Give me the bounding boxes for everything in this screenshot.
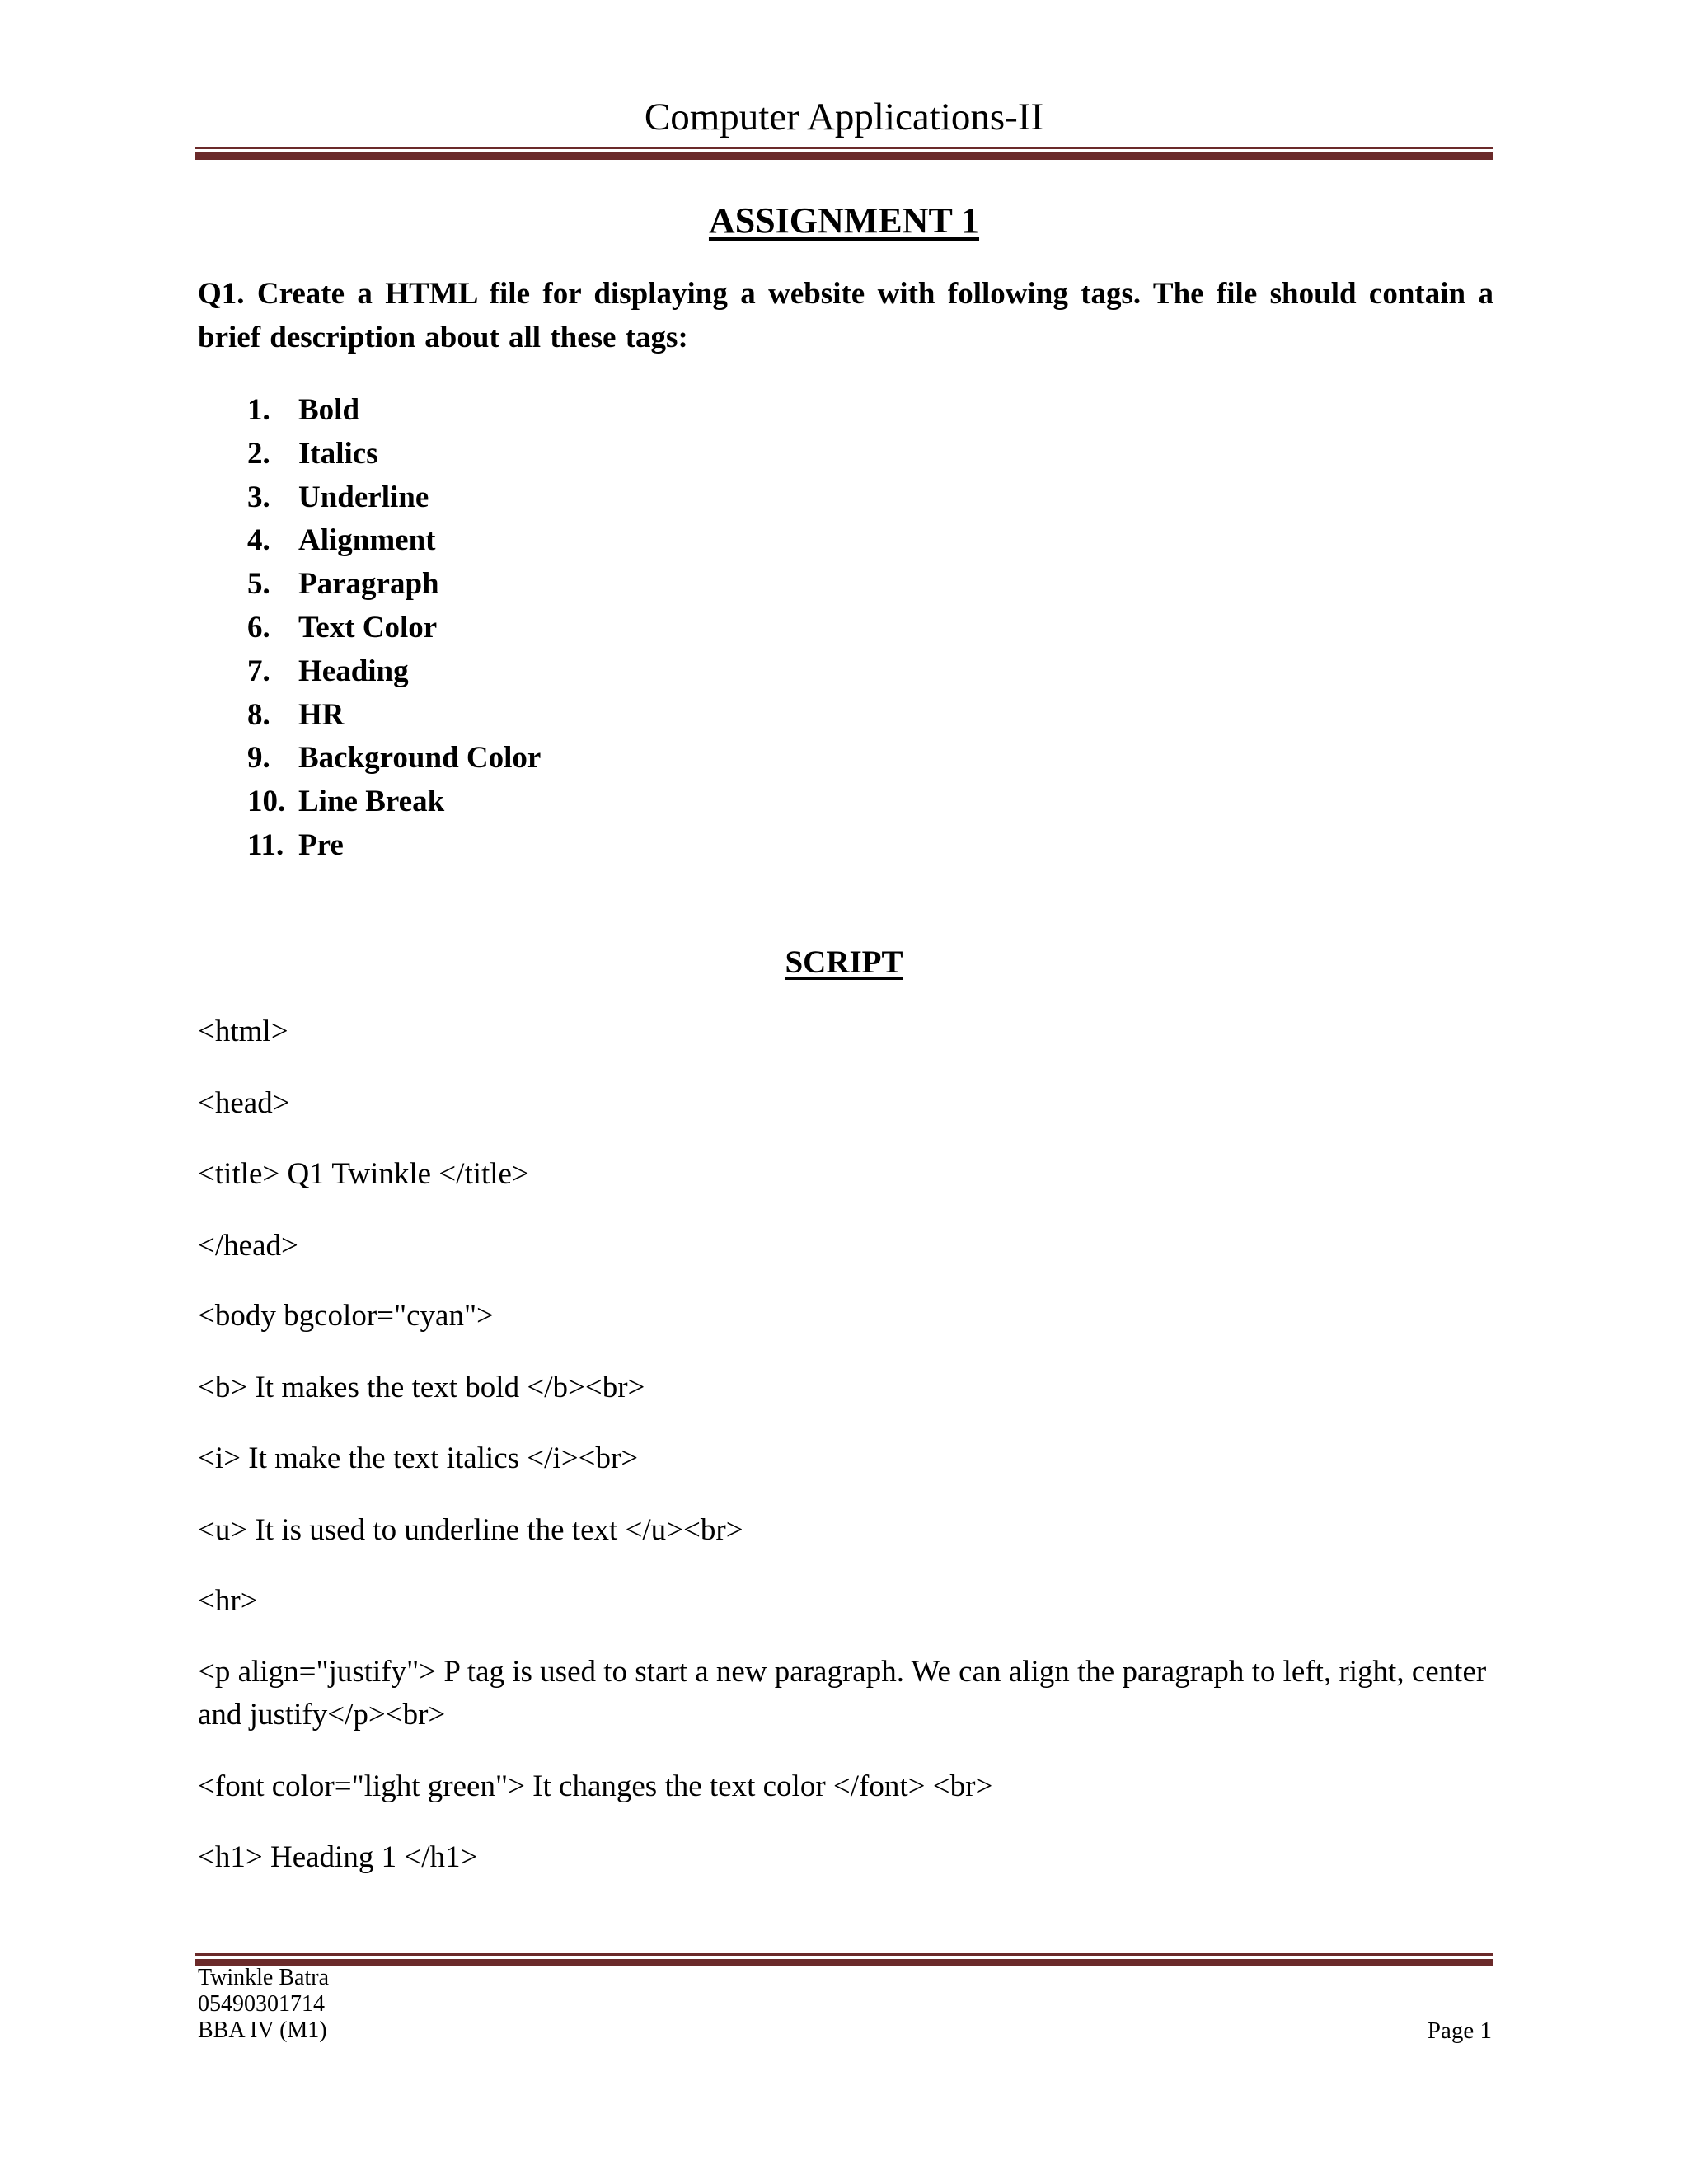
list-item-number: 11. (247, 827, 284, 862)
list-item-number: 10. (247, 785, 286, 819)
list-item-label: Paragraph (298, 567, 439, 602)
list-item-number: 6. (247, 610, 270, 644)
footer-author-block (198, 1965, 329, 2044)
list-item (247, 607, 541, 650)
list-item-number: 2. (247, 436, 270, 471)
page-header-title: Computer Applications-II (644, 96, 1044, 138)
list-item-number: 4. (247, 523, 270, 558)
list-item (247, 519, 541, 563)
list-item-number: 7. (247, 654, 270, 688)
list-item (247, 476, 541, 520)
code-line: <html> (198, 1015, 288, 1048)
code-line: <b> It makes the text bold </b><br> (198, 1371, 645, 1404)
code-line: <font color="light green"> It changes the text color </font> <br> (198, 1769, 993, 1803)
page-number: Page 1 (1427, 2018, 1492, 2044)
list-item-number: 9. (247, 741, 270, 776)
class-label: BBA IV (M1) (198, 2018, 327, 2043)
list-item-label: Italics (298, 436, 378, 471)
code-line: <head> (198, 1086, 290, 1120)
list-item-label: HR (298, 697, 345, 732)
author-name: Twinkle Batra (198, 1965, 329, 1990)
code-line: <p align="justify"> P tag is used to start a new paragraph. We can align the paragraph to left, right, center and justify</p><br> (198, 1655, 1494, 1732)
code-line: </head> (198, 1229, 298, 1263)
list-item (247, 824, 541, 868)
list-item-number: 5. (247, 567, 270, 602)
list-item-label: Underline (298, 480, 429, 514)
list-item (247, 563, 541, 607)
code-line: <i> It make the text italics </i><br> (198, 1441, 639, 1475)
list-item (247, 737, 541, 780)
code-line: <u> It is used to underline the text </u><br> (198, 1513, 743, 1547)
footer-divider (195, 1953, 1493, 1966)
list-item-label: Alignment (298, 523, 436, 558)
list-item-label: Background Color (298, 741, 542, 776)
list-item (247, 694, 541, 738)
list-item-label: Pre (298, 827, 344, 862)
roll-number: 05490301714 (198, 1991, 325, 2017)
code-line: <body bgcolor="cyan"> (198, 1299, 494, 1333)
script-title: SCRIPT (785, 944, 903, 980)
list-item-label: Bold (298, 393, 360, 427)
header-divider (195, 147, 1493, 160)
assignment-title: ASSIGNMENT 1 (708, 200, 980, 241)
code-line: <title> Q1 Twinkle </title> (198, 1157, 529, 1191)
code-line: <hr> (198, 1584, 258, 1618)
list-item-label: Line Break (298, 785, 445, 819)
list-item (247, 780, 541, 824)
tag-list (247, 389, 541, 868)
code-line: <h1> Heading 1 </h1> (198, 1840, 478, 1874)
list-item (247, 389, 541, 433)
list-item-number: 8. (247, 697, 270, 732)
list-item-label: Text Color (298, 610, 438, 644)
list-item (247, 650, 541, 694)
list-item-number: 3. (247, 480, 270, 514)
question-text: Q1. Create a HTML file for displaying a website with following tags. The file should contain a brief description about all these tags: (198, 277, 1493, 354)
list-item-number: 1. (247, 393, 270, 427)
list-item (247, 433, 541, 476)
list-item-label: Heading (298, 654, 409, 688)
